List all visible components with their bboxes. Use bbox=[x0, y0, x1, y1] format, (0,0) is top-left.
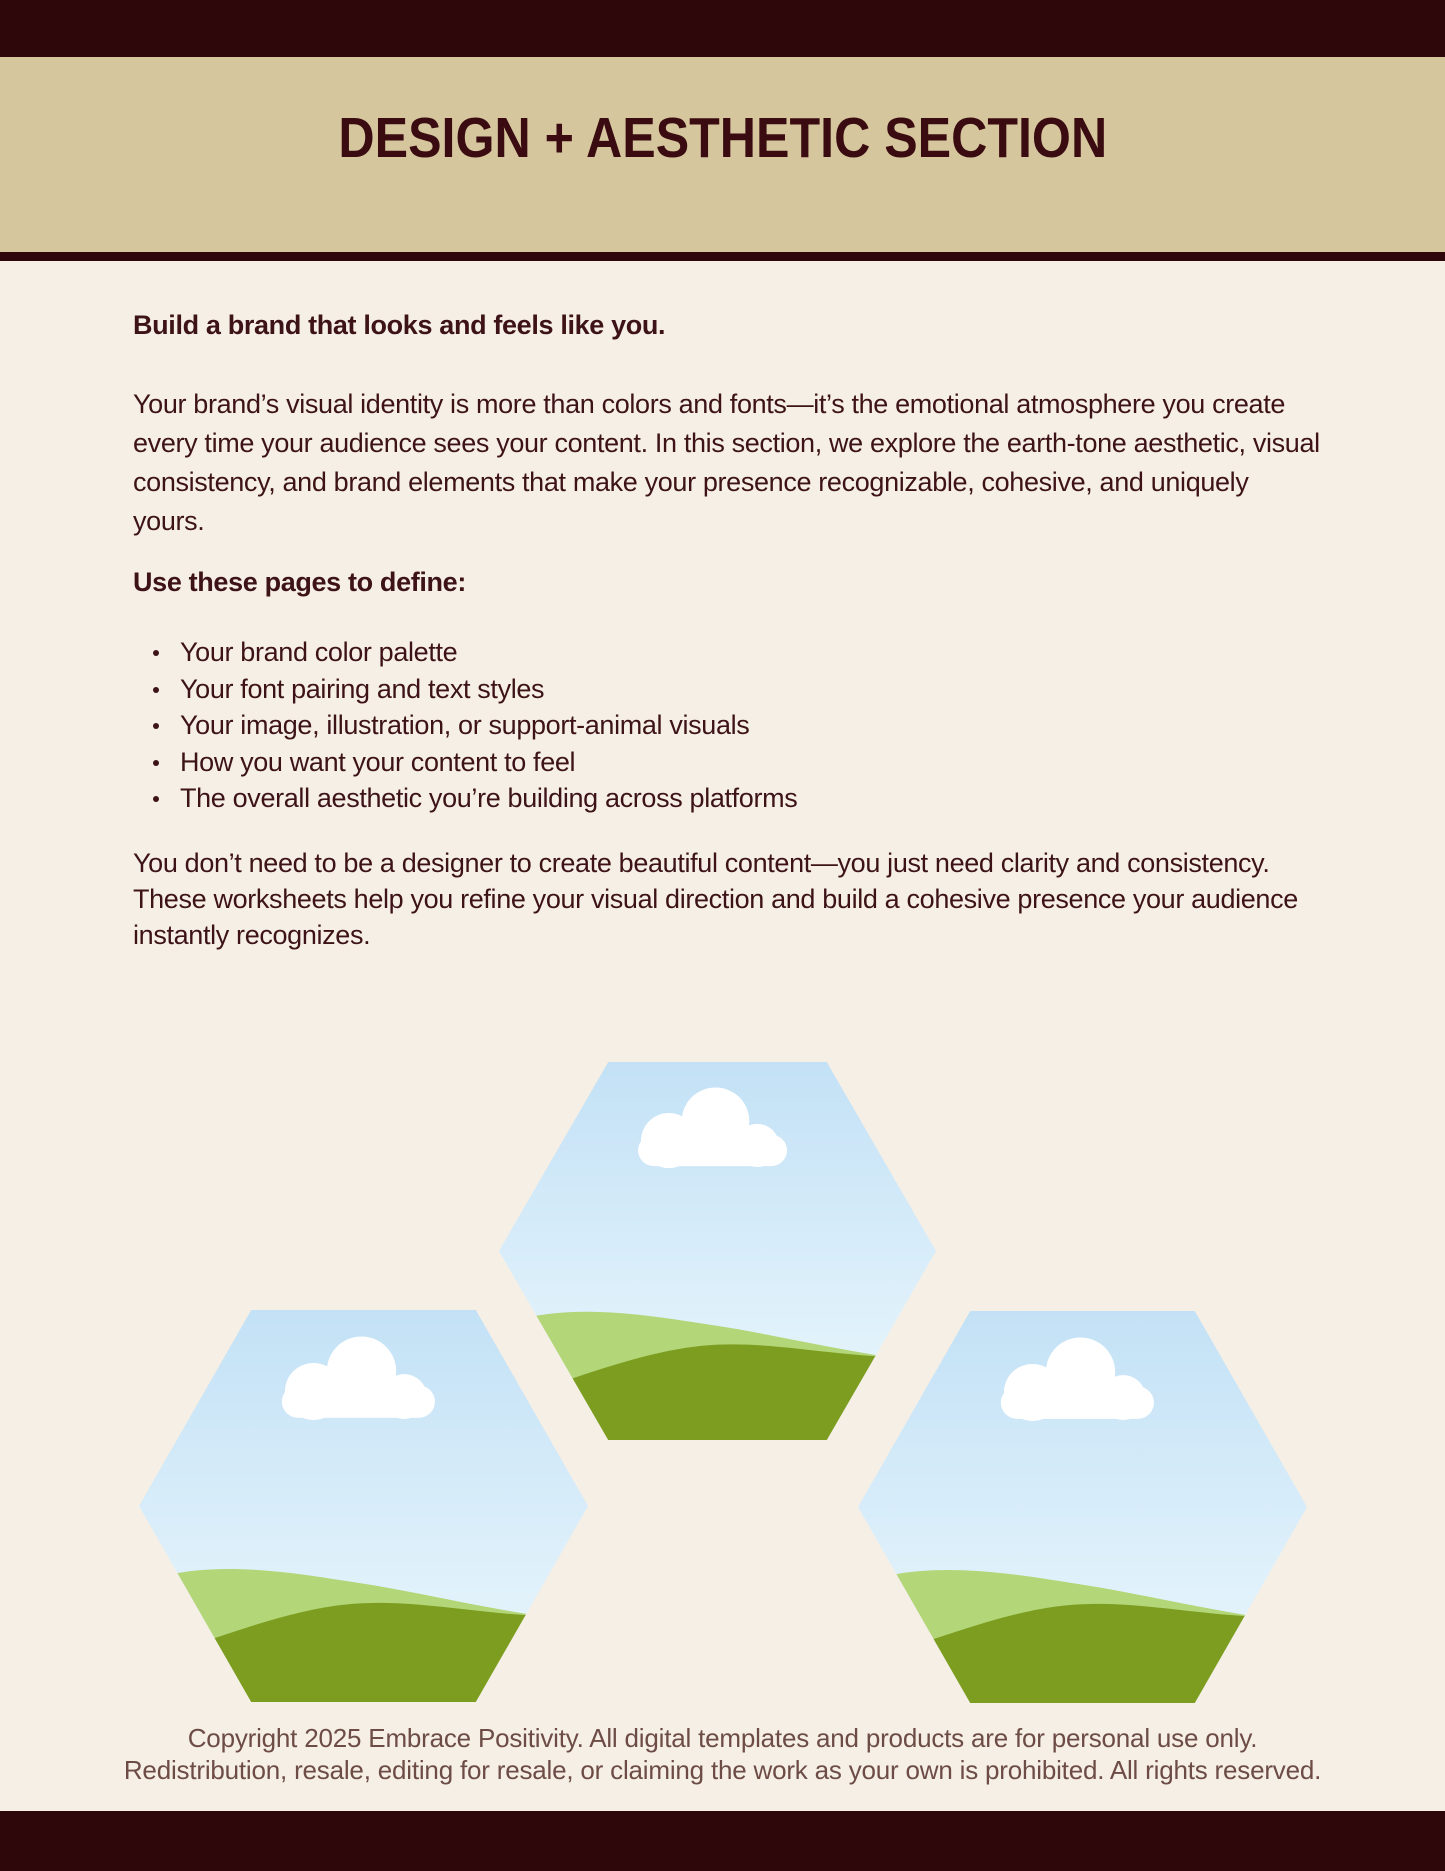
define-list bbox=[133, 634, 1323, 817]
hexagon-landscape-image-right bbox=[858, 1311, 1307, 1703]
list-heading: Use these pages to define: bbox=[133, 567, 466, 597]
list-item: How you want your content to feel bbox=[180, 744, 1323, 781]
list-item: The overall aesthetic you’re building across platforms bbox=[180, 780, 1323, 817]
section-title: DESIGN + AESTHETIC SECTION bbox=[338, 106, 1107, 170]
section-banner bbox=[0, 57, 1445, 252]
top-border-bar bbox=[0, 0, 1445, 57]
closing-paragraph: You don’t need to be a designer to create beautiful content—you just need clarity and consistency. These worksheets help you refine your visual direction and build a cohesive presence your audience instantly recognizes. bbox=[133, 847, 1298, 950]
intro-paragraph: Your brand’s visual identity is more than colors and fonts—it’s the emotional atmosphere you create every time your audience sees your content. In this section, we explore the earth-tone aesthetic, visual consistency, and brand elements that make your presence recognizable, cohesive, and uniquely yours. bbox=[133, 389, 1320, 536]
list-item: Your image, illustration, or support-animal visuals bbox=[180, 707, 1323, 744]
copyright-line: Copyright 2025 Embrace Positivity. All digital templates and products are for personal use only. bbox=[187, 1723, 1258, 1753]
list-item: Your brand color palette bbox=[180, 634, 1323, 671]
intro-heading: Build a brand that looks and feels like you. bbox=[133, 310, 666, 340]
page-body bbox=[0, 261, 1445, 1811]
banner-divider-line bbox=[0, 252, 1445, 261]
hexagon-landscape-image-left bbox=[139, 1310, 588, 1702]
copyright-notice bbox=[0, 1722, 1445, 1786]
bottom-border-bar bbox=[0, 1811, 1445, 1871]
copyright-line: Redistribution, resale, editing for resale, or claiming the work as your own is prohibited. All rights reserved. bbox=[123, 1755, 1322, 1785]
text-column bbox=[133, 261, 1323, 953]
list-item: Your font pairing and text styles bbox=[180, 671, 1323, 708]
